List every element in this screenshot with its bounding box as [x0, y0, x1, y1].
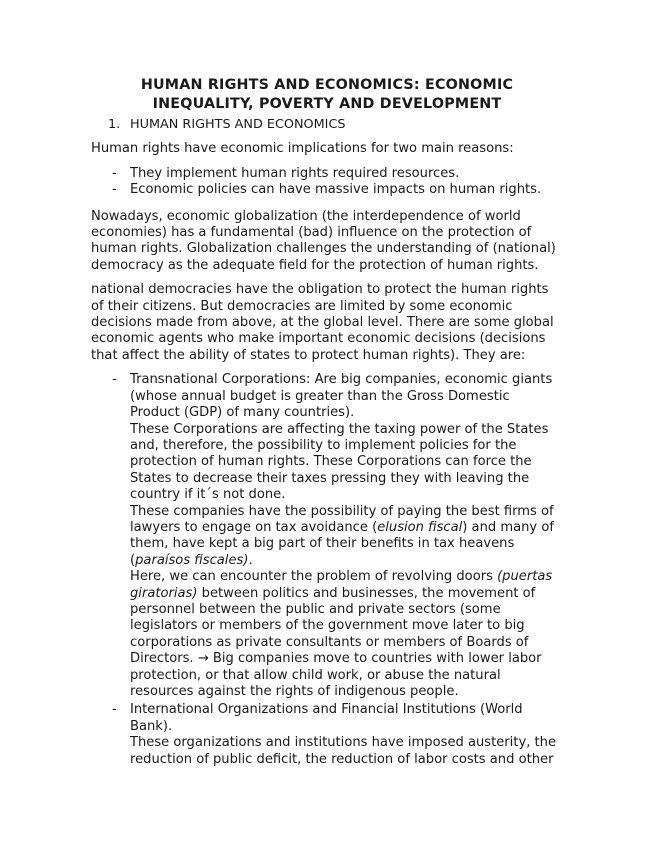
ifi-austerity: These organizations and institutions have imposed austerity, the reduction of public deficit, the reduction of labor costs and other — [130, 735, 557, 767]
title-line-1: HUMAN RIGHTS AND ECONOMICS: ECONOMIC — [140, 77, 514, 93]
democracies-paragraph: national democracies have the obligation to protect the human rights of their citizens. But democracies are limited by some economic decisions made from above, at the global level. There are some global economic agents who make important economic decisions (decisions that affect the ability of states to protect human rights). They are: — [91, 282, 554, 363]
list-dash: - — [112, 702, 117, 718]
list-item-text: Economic policies can have massive impacts on human rights. — [130, 182, 542, 198]
list-dash: - — [112, 372, 117, 388]
tnc-definition: Transnational Corporations: Are big companies, economic giants (whose annual budget is greater than the Gross Domestic Product (GDP) of many countries). — [130, 372, 553, 421]
section-number: 1. — [108, 117, 121, 132]
italic-term: paraísos fiscales) — [135, 552, 249, 568]
reasons-list — [91, 166, 563, 199]
tnc-tax-avoidance — [130, 504, 563, 570]
list-item — [91, 372, 563, 700]
tnc-revolving-doors — [130, 569, 563, 700]
intro-paragraph: Human rights have economic implications for two main reasons: — [91, 141, 514, 157]
section-heading — [91, 117, 563, 133]
title-line-2: INEQUALITY, POVERTY AND DEVELOPMENT — [152, 96, 502, 112]
economic-agents-list — [91, 372, 563, 768]
tnc-taxing-power: These Corporations are affecting the taxing power of the States and, therefore, the possibility to implement policies for the protection of human rights. These Corporations can force the States to decrease their taxes pressing they with leaving the country if it´s not done. — [130, 421, 549, 503]
text-run: These companies have the possibility of paying the best firms of lawyers to engage on tax avoidance ( — [130, 503, 554, 535]
text-run: ) and many of them, have kept a big part of their benefits in tax heavens ( — [130, 519, 554, 568]
list-dash: - — [112, 165, 117, 181]
italic-term: (puertas giratorias) — [130, 569, 553, 601]
list-item-text: They implement human rights required resources. — [130, 165, 460, 181]
section-heading-list — [91, 117, 563, 133]
text-run: between politics and businesses, the movement of personnel between the public and private sectors (some legislators or members of the government move later to big corporations as private consultants or members of Boards of Directors. → Big companies move to countries with lower labor protection, or that allow child work, or abuse the natural resources against the rights of indigenous people. — [130, 585, 542, 699]
italic-term: elusion fiscal — [377, 519, 463, 535]
section-heading-text: HUMAN RIGHTS AND ECONOMICS — [130, 117, 346, 132]
text-run: . — [248, 552, 253, 568]
text-run: Here, we can encounter the problem of revolving doors — [130, 569, 498, 585]
list-item — [91, 182, 563, 198]
list-dash: - — [112, 182, 117, 198]
ifi-definition: International Organizations and Financial Institutions (World Bank). — [130, 702, 523, 734]
globalization-paragraph: Nowadays, economic globalization (the interdependence of world economies) has a fundamental (bad) influence on the protection of human rights. Globalization challenges the understanding of (national) democracy as the adequate field for the protection of human rights. — [91, 208, 556, 273]
document-title — [91, 76, 563, 114]
list-item — [91, 702, 563, 768]
list-item — [91, 166, 563, 182]
